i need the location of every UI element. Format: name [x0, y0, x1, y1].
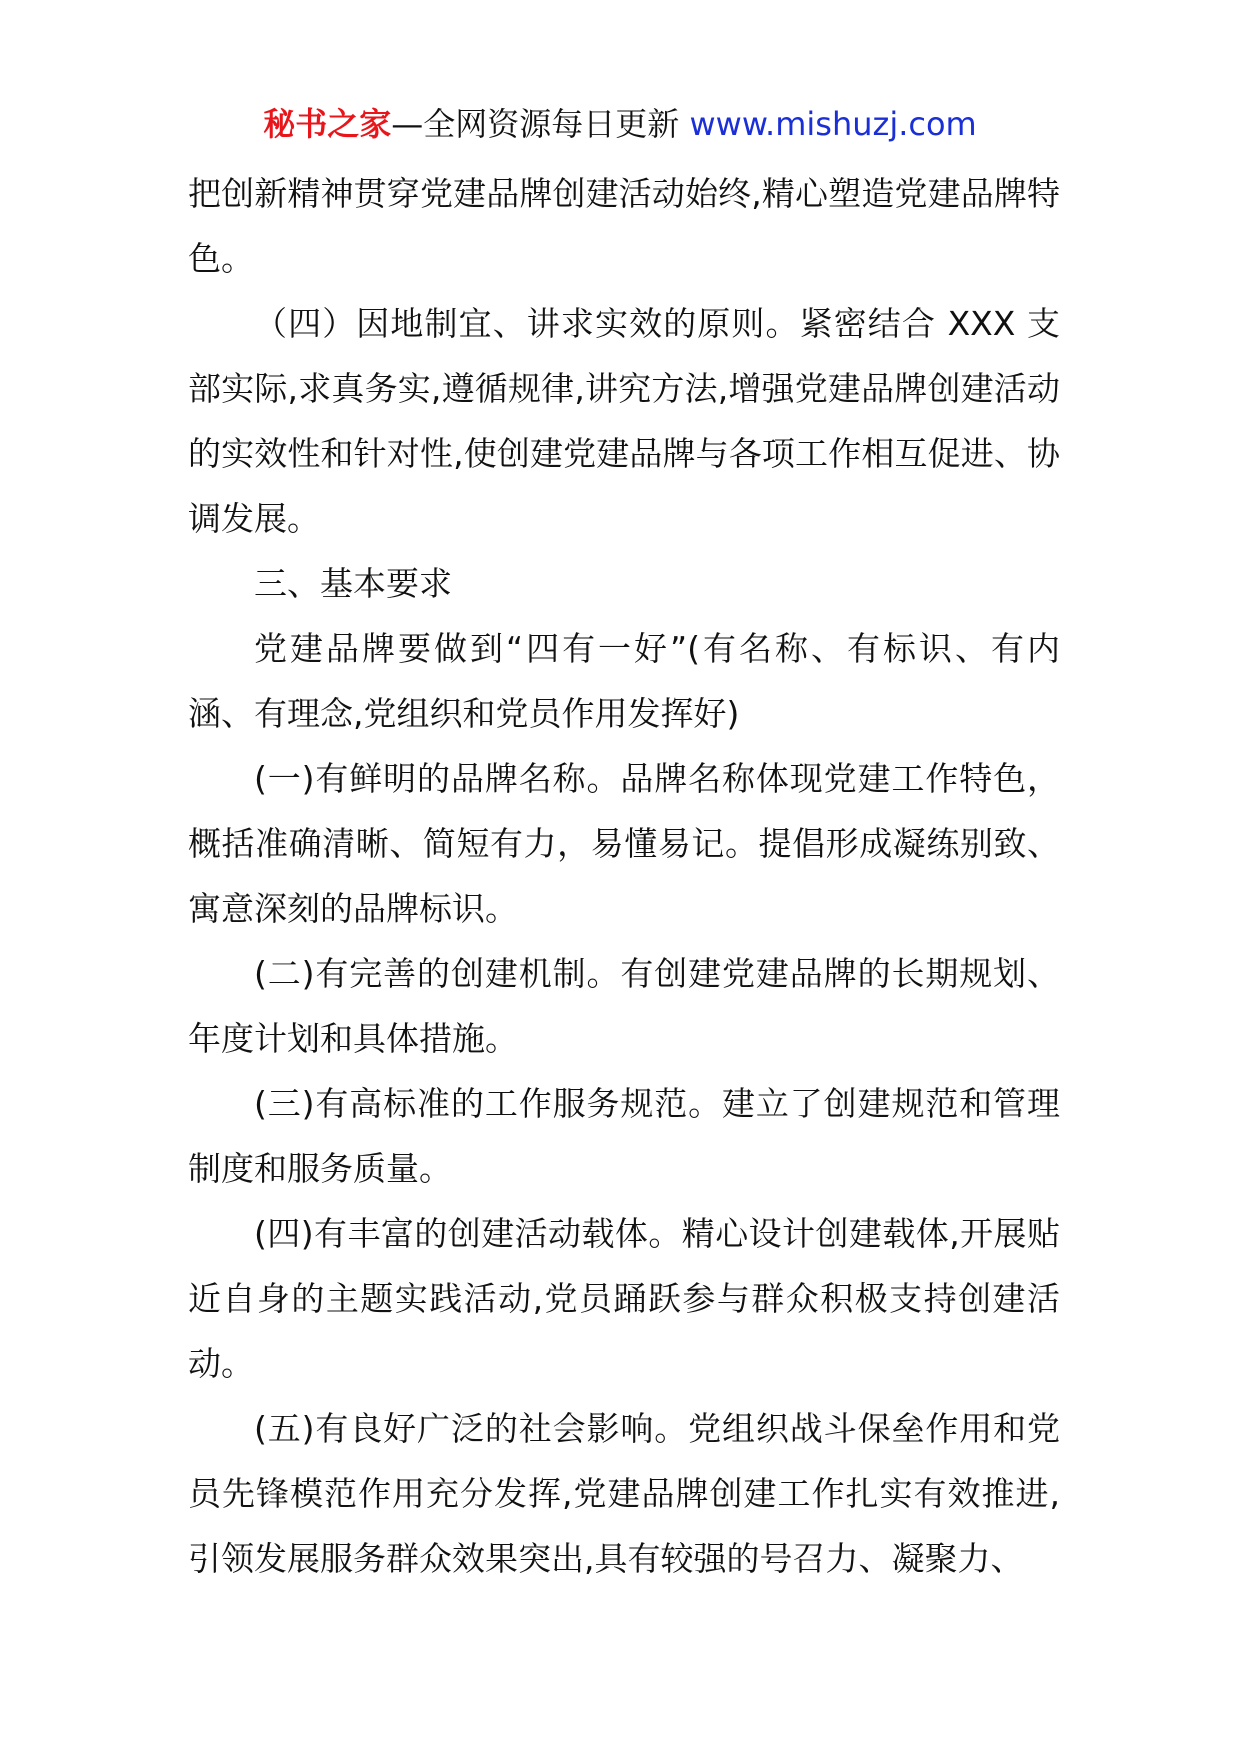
paragraph-requirements-intro: 党建品牌要做到“四有一好”(有名称、有标识、有内涵、有理念,党组织和党员作用发挥好)	[188, 629, 1060, 733]
section-heading-basic-requirements: 三、基本要求	[254, 564, 452, 603]
brand-name: 秘书之家	[263, 105, 392, 143]
paragraph-continuation: 把创新精神贯穿党建品牌创建活动始终,精心塑造党建品牌特色。	[188, 174, 1060, 278]
paragraph-requirement-1: (一)有鲜明的品牌名称。品牌名称体现党建工作特色，概括准确清晰、简短有力，易懂易记。提倡形成凝练别致、寓意深刻的品牌标识。	[188, 759, 1060, 928]
page-header	[0, 98, 1240, 150]
header-tagline: —全网资源每日更新	[391, 105, 680, 143]
document-body	[188, 161, 1060, 1591]
paragraph-principle-4: （四）因地制宜、讲求实效的原则。紧密结合 XXX 支部实际,求真务实,遵循规律,讲究方法,增强党建品牌创建活动的实效性和针对性,使创建党建品牌与各项工作相互促进、协调发展。	[188, 304, 1060, 538]
paragraph-requirement-2: (二)有完善的创建机制。有创建党建品牌的长期规划、年度计划和具体措施。	[188, 954, 1060, 1058]
site-url-link[interactable]: www.mishuzj.com	[689, 105, 977, 143]
paragraph-requirement-3: (三)有高标准的工作服务规范。建立了创建规范和管理制度和服务质量。	[188, 1084, 1060, 1188]
paragraph-requirement-5: (五)有良好广泛的社会影响。党组织战斗保垒作用和党员先锋模范作用充分发挥,党建品牌创建工作扎实有效推进,引领发展服务群众效果突出,具有较强的号召力、凝聚力、	[188, 1409, 1060, 1578]
paragraph-requirement-4: (四)有丰富的创建活动载体。精心设计创建载体,开展贴近自身的主题实践活动,党员踊跃参与群众积极支持创建活动。	[188, 1214, 1060, 1383]
